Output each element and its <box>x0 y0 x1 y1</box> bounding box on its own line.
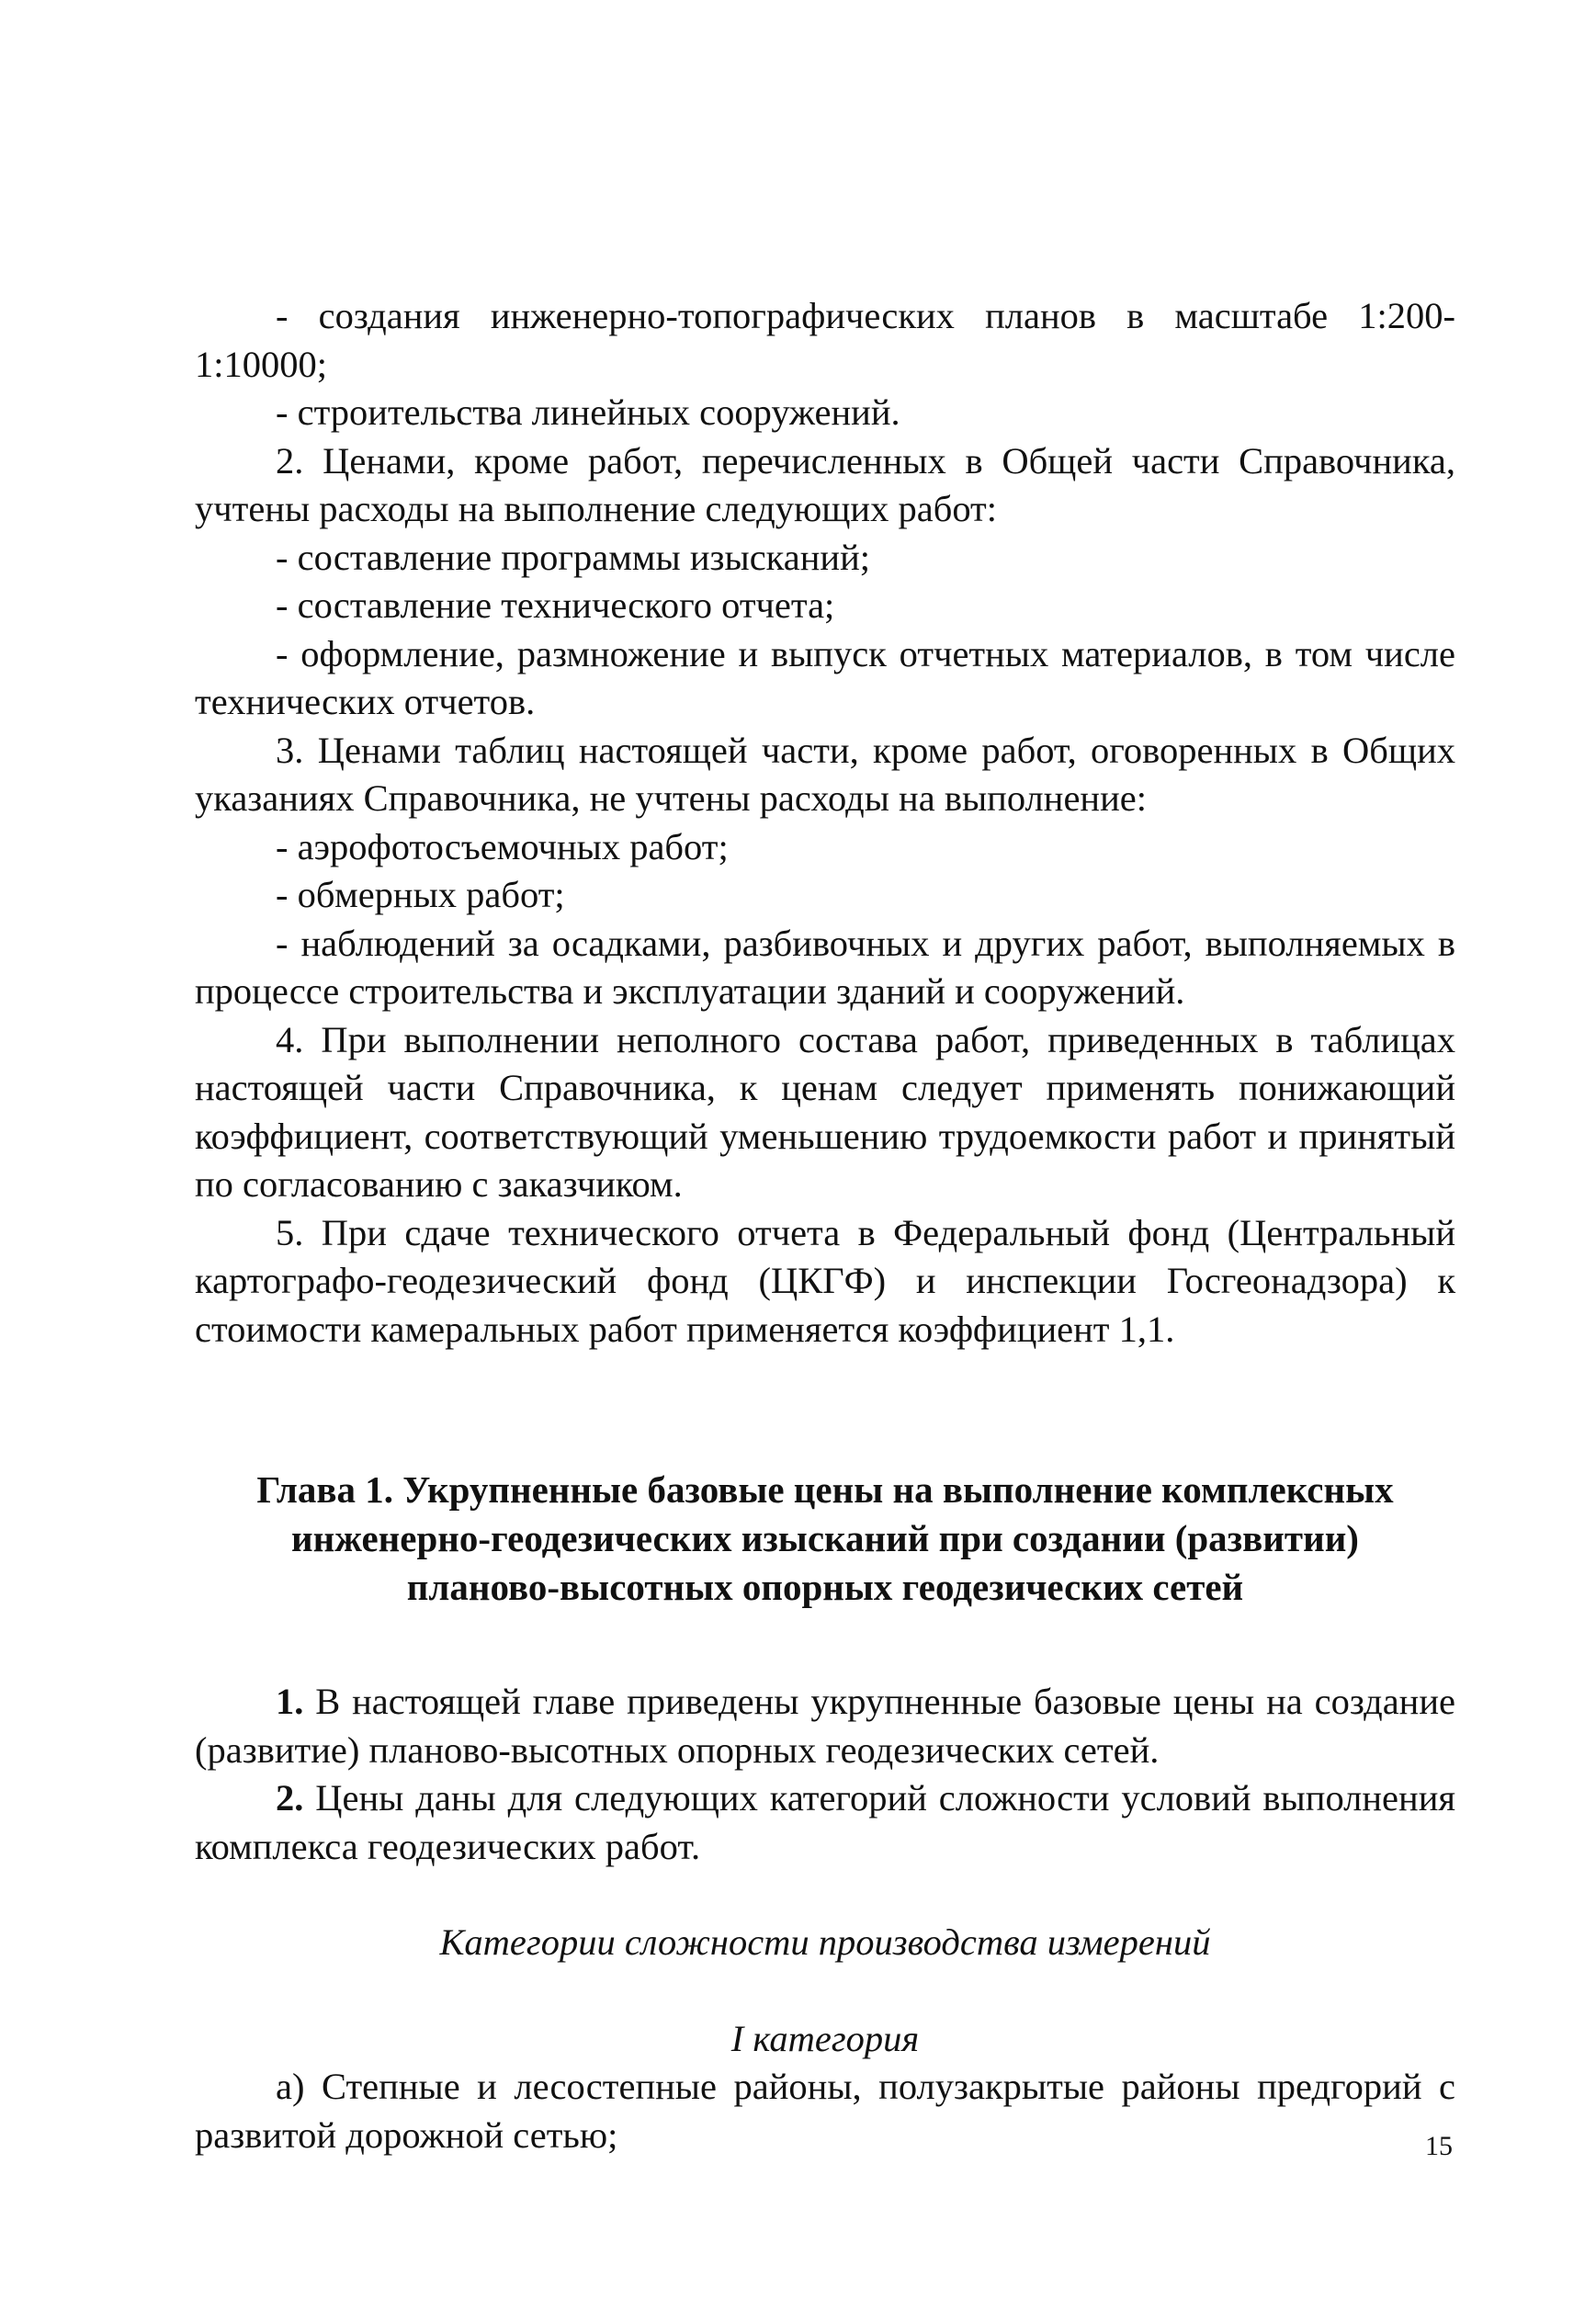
list-item-engineering-plans: - создания инженерно-топографических планов в масштабе 1:200-1:10000; <box>195 295 1455 385</box>
paragraph-2 <box>195 437 1455 534</box>
chapter-paragraph-1 <box>195 1678 1455 1774</box>
list-item-linear-structures: - строительства линейных сооружений. <box>276 391 900 433</box>
list-item: - обмерных работ; <box>276 874 565 915</box>
category-1-label: I категория <box>730 2017 920 2059</box>
document-page <box>195 292 1455 2159</box>
chapter-body <box>195 1678 1455 1871</box>
list-item: - составление программы изысканий; <box>276 536 870 578</box>
paragraph-4-text: При выполнении неполного состава работ, приведенных в таблицах настоящей части Справочника, к ценам следует применять понижающий коэффициент, соответствующий уменьшению трудоемкости работ и принятый по согласованию с заказчиком. <box>195 1018 1455 1205</box>
chapter-paragraph-2 <box>195 1774 1455 1871</box>
paragraph-5-number: 5. <box>276 1211 304 1253</box>
chapter-paragraph-2-text: Цены даны для следующих категорий сложности условий выполнения комплекса геодезических работ. <box>195 1777 1455 1867</box>
list-item: - наблюдений за осадками, разбивочных и других работ, выполняемых в процессе строительства и эксплуатации зданий и сооружений. <box>195 922 1455 1012</box>
paragraph-5 <box>195 1209 1455 1354</box>
paragraph-4 <box>195 1016 1455 1209</box>
list-item: - оформление, размножение и выпуск отчетных материалов, в том числе технических отчетов. <box>195 632 1455 722</box>
chapter-paragraph-1-text: В настоящей главе приведены укрупненные базовые цены на создание (развитие) планово-высотных опорных геодезических сетей. <box>195 1681 1456 1771</box>
page-number: 15 <box>1425 2131 1453 2161</box>
paragraph-5-text: При сдаче технического отчета в Федеральный фонд (Центральный картографо-геодезический фонд (ЦКГФ) и инспекции Госгеонадзора) к стоимости камеральных работ применяется коэффициент 1,1. <box>195 1211 1456 1350</box>
paragraph-3-text: Ценами таблиц настоящей части, кроме работ, оговоренных в Общих указаниях Справочника, не учтены расходы на выполнение: <box>195 729 1455 819</box>
paragraph-3-number: 3. <box>276 729 304 771</box>
chapter-paragraph-2-number: 2. <box>276 1777 304 1818</box>
category-item-a: а) Степные и лесостепные районы, полузакрытые районы предгорий с развитой дорожной сетью; <box>195 2066 1455 2156</box>
list-item: - составление технического отчета; <box>276 584 835 626</box>
list-item: - аэрофотосъемочных работ; <box>276 825 729 867</box>
paragraph-2-number: 2. <box>276 439 304 482</box>
categories-title: Категории сложности производства измерений <box>439 1921 1211 1963</box>
paragraph-4-number: 4. <box>276 1018 304 1060</box>
paragraph-3 <box>195 727 1455 823</box>
paragraph-2-text: Ценами, кроме работ, перечисленных в Общей части Справочника, учтены расходы на выполнение следующих работ: <box>195 439 1455 529</box>
chapter-paragraph-1-number: 1. <box>276 1681 304 1722</box>
chapter-heading: Глава 1. Укрупненные базовые цены на выполнение комплексных инженерно-геодезических изысканий при создании (развитии) планово-высотных опорных геодезических сетей <box>256 1468 1394 1608</box>
